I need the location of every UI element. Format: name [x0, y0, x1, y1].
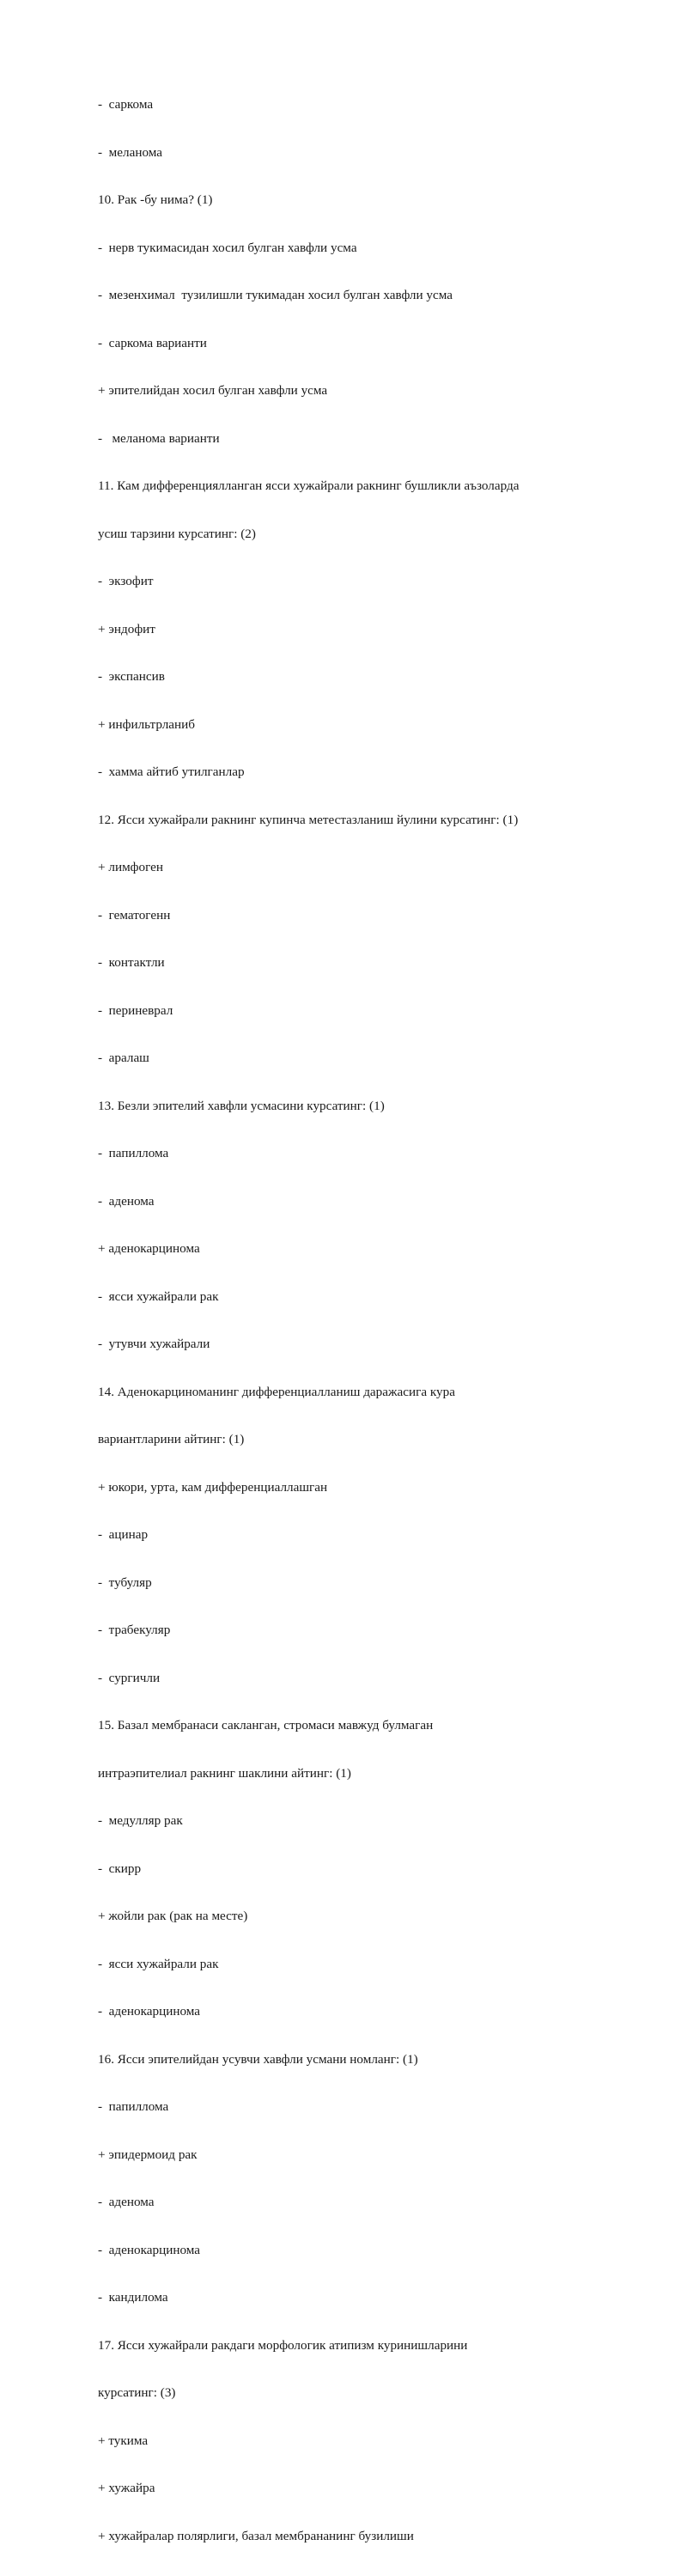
- answer-option: - тубуляр: [98, 1574, 152, 1590]
- answer-option: - медулляр рак: [98, 1813, 183, 1828]
- question-heading: 14. Аденокарциноманинг дифференциалланиш даражасига кура: [98, 1384, 455, 1399]
- answer-option: + эпителийдан хосил булган хавфли усма: [98, 383, 328, 398]
- answer-option: - нерв тукимасидан хосил булган хавфли усма: [98, 240, 357, 255]
- question-heading: курсатинг: (3): [98, 2385, 176, 2400]
- answer-option: - экзофит: [98, 574, 154, 588]
- answer-option: - аденома: [98, 1193, 155, 1209]
- answer-option: - контактли: [98, 955, 165, 970]
- question-heading: усиш тарзини курсатинг: (2): [98, 526, 256, 541]
- answer-option: - мезенхимал тузилишли тукимадан хосил булган хавфли усма: [98, 288, 453, 302]
- question-heading: 12. Ясси хужайрали ракнинг купинча метестазланиш йулини курсатинг: (1): [98, 812, 519, 827]
- question-heading: 13. Безли эпителий хавфли усмасини курсатинг: (1): [98, 1098, 385, 1113]
- answer-option: - ясси хужайрали рак: [98, 1956, 219, 1971]
- answer-option: + юкори, урта, кам дифференциаллашган: [98, 1479, 328, 1495]
- question-heading: 15. Базал мембранаси сакланган, стромаси мавжуд булмаган: [98, 1718, 434, 1733]
- answer-option: - периневрал: [98, 1002, 173, 1018]
- question-heading: 10. Рак -бу нима? (1): [98, 192, 213, 207]
- answer-option: - экспансив: [98, 669, 165, 684]
- answer-option: - ясси хужайрали рак: [98, 1288, 219, 1304]
- answer-option: + хужайралар полярлиги, базал мембрананинг бузилиши: [98, 2528, 414, 2543]
- answer-option: - сургичли: [98, 1670, 161, 1685]
- answer-option: - аралаш: [98, 1050, 149, 1065]
- answer-option: + эпидермоид рак: [98, 2147, 198, 2162]
- answer-option: - ацинар: [98, 1527, 149, 1542]
- answer-option: - аденома: [98, 2195, 155, 2209]
- answer-option: - папиллома: [98, 1146, 169, 1160]
- answer-option: - саркома варианти: [98, 335, 207, 350]
- answer-option: - гематогенн: [98, 907, 171, 923]
- answer-option: - утувчи хужайрали: [98, 1337, 210, 1351]
- document-text: [98, 65, 613, 2576]
- text-line: - меланома: [98, 144, 163, 160]
- answer-option: + жойли рак (рак на месте): [98, 1909, 248, 1923]
- answer-option: - скирр: [98, 1860, 142, 1876]
- question-heading: 16. Ясси эпителийдан усувчи хавфли усмани номланг: (1): [98, 2051, 418, 2067]
- answer-option: - кандилома: [98, 2290, 168, 2305]
- question-heading: 11. Кам дифференциялланган ясси хужайрали ракнинг бушликли аъзоларда: [98, 478, 520, 493]
- answer-option: + тукима: [98, 2433, 149, 2448]
- answer-option: + хужайра: [98, 2481, 155, 2495]
- answer-option: + инфильтрланиб: [98, 716, 196, 732]
- question-heading: 17. Ясси хужайрали ракдаги морфологик атипизм куринишларини: [98, 2337, 468, 2353]
- answer-option: - аденокарцинома: [98, 2004, 201, 2019]
- answer-option: - папиллома: [98, 2099, 169, 2114]
- answer-option: - меланома варианти: [98, 430, 220, 446]
- answer-option: + лимфоген: [98, 860, 164, 874]
- text-line: - саркома: [98, 97, 154, 112]
- answer-option: - трабекуляр: [98, 1623, 171, 1637]
- question-heading: вариантларини айтинг: (1): [98, 1432, 245, 1446]
- question-heading: интраэпителиал ракнинг шаклини айтинг: (1): [98, 1765, 351, 1781]
- answer-option: + аденокарцинома: [98, 1241, 200, 1256]
- answer-option: + эндофит: [98, 621, 155, 636]
- answer-option: - хамма айтиб утилганлар: [98, 764, 245, 779]
- answer-option: - аденокарцинома: [98, 2242, 201, 2257]
